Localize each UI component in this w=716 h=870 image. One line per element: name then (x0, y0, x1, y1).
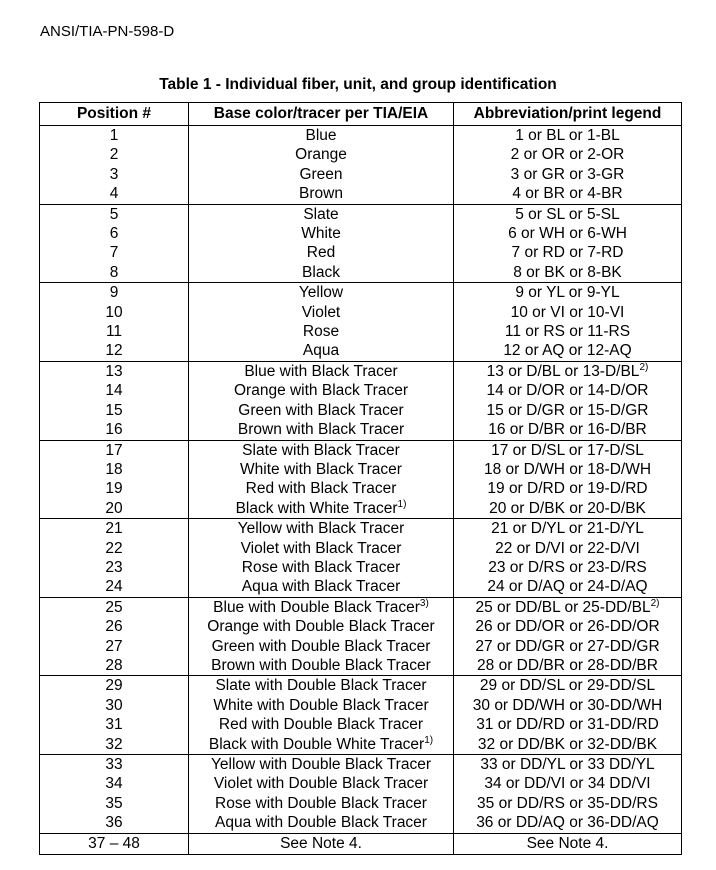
color-cell (189, 224, 454, 243)
position-cell-text: 18 (105, 460, 123, 478)
abbreviation-cell-text: 4 or BR or 4-BR (512, 185, 623, 203)
column-header-color: Base color/tracer per TIA/EIA (189, 103, 454, 126)
color-cell (189, 499, 454, 519)
position-cell-text: 3 (109, 165, 119, 183)
abbreviation-cell (454, 813, 682, 833)
color-cell-text: Aqua (302, 342, 340, 360)
table-row (40, 440, 682, 460)
position-cell-text: 22 (105, 539, 123, 557)
table-header-row (40, 103, 682, 126)
color-cell (189, 460, 454, 479)
position-cell-text: 6 (109, 225, 119, 243)
position-cell-text: 17 (105, 441, 123, 459)
position-cell-text: 8 (109, 263, 119, 281)
abbreviation-cell-text: 29 or DD/SL or 29-DD/SL (479, 677, 656, 695)
footnote-marker: 2) (650, 597, 660, 609)
column-header-abbreviation: Abbreviation/print legend (454, 103, 682, 126)
position-cell (40, 440, 189, 460)
table-row (40, 794, 682, 813)
table-row (40, 577, 682, 597)
abbreviation-cell-text: 13 or D/BL or 13-D/BL (486, 362, 640, 380)
table-row (40, 263, 682, 283)
position-cell (40, 519, 189, 539)
color-cell (189, 715, 454, 734)
position-cell (40, 420, 189, 440)
table-row (40, 637, 682, 656)
color-cell-text: Yellow with Black Tracer (237, 520, 405, 538)
color-cell (189, 833, 454, 854)
color-cell-text: Blue with Black Tracer (244, 362, 398, 380)
abbreviation-cell-text: 11 or RS or 11-RS (504, 323, 631, 341)
color-cell (189, 440, 454, 460)
position-cell (40, 479, 189, 498)
table-row (40, 126, 682, 146)
table-row (40, 755, 682, 775)
abbreviation-cell-text: 18 or D/WH or 18-D/WH (483, 460, 652, 478)
color-cell-text: Red with Double Black Tracer (218, 716, 424, 734)
table-row (40, 243, 682, 262)
color-cell-text: Green (299, 165, 343, 183)
table-row (40, 204, 682, 224)
table-row (40, 617, 682, 636)
abbreviation-cell-text: 31 or DD/RD or 31-DD/RD (476, 716, 659, 734)
table-row (40, 813, 682, 833)
position-cell (40, 322, 189, 341)
abbreviation-cell (454, 460, 682, 479)
position-cell-text: 36 (105, 814, 123, 832)
color-cell-text: Green with Black Tracer (238, 401, 404, 419)
color-cell-text: Orange (295, 146, 347, 164)
abbreviation-cell (454, 715, 682, 734)
position-cell (40, 184, 189, 204)
abbreviation-cell-text: 7 or RD or 7-RD (511, 244, 624, 262)
color-cell-text: White with Black Tracer (240, 460, 402, 478)
color-cell-text: Violet (301, 303, 341, 321)
color-cell-text: Orange with Double Black Tracer (207, 618, 435, 636)
abbreviation-cell (454, 637, 682, 656)
abbreviation-cell-text: 24 or D/AQ or 24-D/AQ (487, 578, 648, 596)
abbreviation-cell-text: 27 or DD/GR or 27-DD/GR (475, 637, 660, 655)
color-cell-text: Black (302, 263, 340, 281)
abbreviation-cell-text: 17 or D/SL or 17-D/SL (491, 441, 644, 459)
footnote-marker: 2) (639, 361, 649, 373)
abbreviation-cell (454, 184, 682, 204)
position-cell-text: 12 (105, 342, 123, 360)
abbreviation-cell-text: 5 or SL or 5-SL (515, 205, 620, 223)
color-cell-text: Rose with Black Tracer (241, 558, 401, 576)
abbreviation-cell (454, 145, 682, 164)
color-cell-text: Blue (305, 127, 337, 144)
color-cell (189, 204, 454, 224)
document-id: ANSI/TIA-PN-598-D (40, 23, 175, 40)
table-row (40, 303, 682, 322)
table-row (40, 420, 682, 440)
position-cell (40, 735, 189, 755)
color-cell (189, 165, 454, 184)
abbreviation-cell (454, 204, 682, 224)
fiber-identification-table (39, 102, 682, 855)
color-cell (189, 145, 454, 164)
abbreviation-cell (454, 597, 682, 617)
color-cell (189, 558, 454, 577)
abbreviation-cell-text: 9 or YL or 9-YL (515, 284, 620, 302)
position-cell (40, 637, 189, 656)
table-row (40, 460, 682, 479)
color-cell-text: Aqua with Double Black Tracer (215, 814, 427, 832)
position-cell (40, 696, 189, 715)
abbreviation-cell-text: 15 or D/GR or 15-D/GR (486, 401, 649, 419)
abbreviation-cell (454, 735, 682, 755)
position-cell-text: 1 (109, 127, 119, 144)
position-cell (40, 577, 189, 597)
color-cell-text: Aqua with Black Tracer (241, 578, 401, 596)
abbreviation-cell-text: 20 or D/BK or 20-D/BK (489, 499, 646, 517)
position-cell (40, 597, 189, 617)
abbreviation-cell-text: 28 or DD/BR or 28-DD/BR (477, 656, 658, 674)
color-cell (189, 539, 454, 558)
abbreviation-cell (454, 341, 682, 361)
position-cell (40, 794, 189, 813)
abbreviation-cell (454, 774, 682, 793)
color-cell-text: Green with Double Black Tracer (211, 637, 431, 655)
abbreviation-cell-text: 35 or DD/RS or 35-DD/RS (477, 794, 658, 812)
color-cell (189, 126, 454, 146)
position-cell-text: 19 (105, 480, 123, 498)
color-cell (189, 755, 454, 775)
color-cell-text: Rose with Double Black Tracer (215, 794, 427, 812)
table-row (40, 696, 682, 715)
color-cell-text: Black with White Tracer (235, 499, 398, 517)
position-cell-text: 37 – 48 (88, 834, 140, 852)
abbreviation-cell (454, 243, 682, 262)
color-cell-text: Brown with Black Tracer (237, 421, 405, 439)
position-cell (40, 341, 189, 361)
position-cell (40, 755, 189, 775)
color-cell (189, 597, 454, 617)
position-cell (40, 303, 189, 322)
color-cell (189, 774, 454, 793)
color-cell-text: White with Double Black Tracer (213, 696, 429, 714)
color-cell (189, 341, 454, 361)
color-cell-text: Brown with Double Black Tracer (211, 656, 431, 674)
position-cell (40, 499, 189, 519)
abbreviation-cell-text: 10 or VI or 10-VI (510, 303, 625, 321)
color-cell-text: White (301, 225, 341, 243)
abbreviation-cell-text: 2 or OR or 2-OR (510, 146, 625, 164)
position-cell (40, 243, 189, 262)
table-row (40, 676, 682, 696)
abbreviation-cell (454, 361, 682, 381)
color-cell (189, 303, 454, 322)
position-cell (40, 539, 189, 558)
color-cell-text: Slate (303, 205, 339, 223)
color-cell-text: Slate with Double Black Tracer (215, 677, 427, 695)
color-cell-text: Rose (302, 323, 340, 341)
color-cell-text: Violet with Double Black Tracer (213, 775, 429, 793)
position-cell (40, 381, 189, 400)
color-cell (189, 243, 454, 262)
abbreviation-cell (454, 165, 682, 184)
color-cell-text: Violet with Black Tracer (240, 539, 402, 557)
position-cell-text: 34 (105, 775, 123, 793)
position-cell (40, 361, 189, 381)
color-cell-text: Blue with Double Black Tracer (213, 598, 420, 616)
table-row (40, 715, 682, 734)
table-row (40, 499, 682, 519)
color-cell (189, 577, 454, 597)
abbreviation-cell-text: 26 or DD/OR or 26-DD/OR (475, 618, 660, 636)
color-cell (189, 420, 454, 440)
abbreviation-cell (454, 539, 682, 558)
position-cell (40, 813, 189, 833)
position-cell-text: 15 (105, 401, 123, 419)
abbreviation-cell-text: 1 or BL or 1-BL (515, 127, 620, 144)
table-row (40, 381, 682, 400)
position-cell-text: 27 (105, 637, 123, 655)
abbreviation-cell (454, 617, 682, 636)
table-row (40, 735, 682, 755)
table-row (40, 656, 682, 676)
table-row (40, 558, 682, 577)
position-cell (40, 401, 189, 420)
color-cell (189, 656, 454, 676)
abbreviation-cell (454, 755, 682, 775)
abbreviation-cell-text: 8 or BK or 8-BK (513, 263, 622, 281)
color-cell-text: Yellow with Double Black Tracer (211, 756, 431, 773)
abbreviation-cell-text: 36 or DD/AQ or 36-DD/AQ (476, 814, 659, 832)
abbreviation-cell-text: 14 or D/OR or 14-D/OR (486, 382, 649, 400)
abbreviation-cell-text: 23 or D/RS or 23-D/RS (488, 558, 647, 576)
abbreviation-cell (454, 696, 682, 715)
position-cell-text: 21 (105, 520, 123, 538)
position-cell-text: 28 (105, 656, 123, 674)
position-cell-text: 23 (105, 558, 123, 576)
position-cell (40, 617, 189, 636)
abbreviation-cell (454, 794, 682, 813)
abbreviation-cell-text: 33 or DD/YL or 33 DD/YL (480, 756, 655, 773)
color-cell-text: Red (306, 244, 336, 262)
position-cell (40, 558, 189, 577)
abbreviation-cell-text: See Note 4. (526, 834, 609, 852)
position-cell (40, 224, 189, 243)
color-cell (189, 519, 454, 539)
abbreviation-cell (454, 577, 682, 597)
position-cell-text: 30 (105, 696, 123, 714)
position-cell-text: 13 (105, 362, 123, 380)
abbreviation-cell-text: 25 or DD/BL or 25-DD/BL (475, 598, 651, 616)
column-header-position: Position # (40, 103, 189, 126)
position-cell (40, 676, 189, 696)
abbreviation-cell-text: 21 or D/YL or 21-D/YL (491, 520, 644, 538)
abbreviation-cell (454, 656, 682, 676)
position-cell-text: 10 (105, 303, 123, 321)
table-row (40, 774, 682, 793)
position-cell-text: 4 (109, 185, 119, 203)
abbreviation-cell (454, 519, 682, 539)
position-cell-text: 9 (109, 284, 119, 302)
abbreviation-cell (454, 833, 682, 854)
position-cell (40, 126, 189, 146)
abbreviation-cell (454, 283, 682, 303)
position-cell (40, 165, 189, 184)
color-cell (189, 283, 454, 303)
color-cell (189, 735, 454, 755)
abbreviation-cell-text: 34 or DD/VI or 34 DD/VI (484, 775, 651, 793)
position-cell-text: 35 (105, 794, 123, 812)
position-cell (40, 283, 189, 303)
abbreviation-cell (454, 224, 682, 243)
table-row (40, 519, 682, 539)
table-row (40, 322, 682, 341)
table-row-note (40, 833, 682, 854)
table-row (40, 479, 682, 498)
color-cell (189, 813, 454, 833)
color-cell (189, 184, 454, 204)
color-cell (189, 401, 454, 420)
abbreviation-cell (454, 303, 682, 322)
color-cell (189, 676, 454, 696)
position-cell (40, 656, 189, 676)
position-cell-text: 25 (105, 598, 123, 616)
color-cell-text: Brown (299, 185, 343, 203)
table-row (40, 184, 682, 204)
position-cell (40, 263, 189, 283)
abbreviation-cell-text: 6 or WH or 6-WH (508, 225, 627, 243)
position-cell-text: 14 (105, 382, 123, 400)
abbreviation-cell-text: 16 or D/BR or 16-D/BR (488, 421, 647, 439)
abbreviation-cell (454, 440, 682, 460)
position-cell-text: 11 (105, 323, 123, 341)
color-cell-text: Slate with Black Tracer (242, 441, 400, 459)
position-cell-text: 24 (105, 578, 123, 596)
footnote-marker: 3) (419, 597, 429, 609)
table-row (40, 341, 682, 361)
abbreviation-cell (454, 322, 682, 341)
table-caption: Table 1 - Individual fiber, unit, and group identification (159, 76, 557, 93)
abbreviation-cell (454, 401, 682, 420)
color-cell (189, 361, 454, 381)
color-cell (189, 263, 454, 283)
table-row (40, 597, 682, 617)
position-cell-text: 29 (105, 677, 123, 695)
color-cell-text: Orange with Black Tracer (233, 382, 408, 400)
position-cell (40, 460, 189, 479)
position-cell-text: 32 (105, 735, 123, 753)
position-cell-text: 20 (105, 499, 123, 517)
table-row (40, 401, 682, 420)
color-cell-text: Yellow (298, 284, 344, 302)
abbreviation-cell-text: 3 or GR or 3-GR (510, 165, 625, 183)
position-cell (40, 204, 189, 224)
abbreviation-cell (454, 558, 682, 577)
color-cell (189, 637, 454, 656)
table-row (40, 145, 682, 164)
color-cell (189, 617, 454, 636)
position-cell-text: 16 (105, 421, 123, 439)
abbreviation-cell (454, 381, 682, 400)
position-cell (40, 774, 189, 793)
position-cell-text: 5 (109, 205, 119, 223)
color-cell (189, 381, 454, 400)
position-cell-text: 33 (105, 756, 123, 773)
color-cell (189, 322, 454, 341)
abbreviation-cell (454, 479, 682, 498)
position-cell-text: 31 (105, 716, 123, 734)
footnote-marker: 1) (397, 498, 407, 510)
abbreviation-cell-text: 19 or D/RD or 19-D/RD (487, 480, 648, 498)
position-cell (40, 715, 189, 734)
table-row (40, 283, 682, 303)
color-cell-text: See Note 4. (280, 834, 362, 852)
color-cell (189, 794, 454, 813)
table-row (40, 224, 682, 243)
position-cell (40, 145, 189, 164)
abbreviation-cell-text: 22 or D/VI or 22-D/VI (495, 539, 640, 557)
position-cell (40, 833, 189, 854)
abbreviation-cell (454, 263, 682, 283)
table-row (40, 539, 682, 558)
table-row (40, 165, 682, 184)
abbreviation-cell-text: 30 or DD/WH or 30-DD/WH (472, 696, 663, 714)
table-row (40, 361, 682, 381)
abbreviation-cell (454, 676, 682, 696)
abbreviation-cell-text: 32 or DD/BK or 32-DD/BK (477, 735, 658, 753)
position-cell-text: 26 (105, 618, 123, 636)
color-cell (189, 696, 454, 715)
color-cell (189, 479, 454, 498)
position-cell-text: 7 (109, 244, 119, 262)
footnote-marker: 1) (424, 734, 434, 746)
abbreviation-cell (454, 420, 682, 440)
position-cell-text: 2 (109, 146, 119, 164)
abbreviation-cell (454, 126, 682, 146)
color-cell-text: Black with Double White Tracer (208, 735, 425, 753)
abbreviation-cell-text: 12 or AQ or 12-AQ (503, 342, 632, 360)
abbreviation-cell (454, 499, 682, 519)
color-cell-text: Red with Black Tracer (245, 480, 397, 498)
